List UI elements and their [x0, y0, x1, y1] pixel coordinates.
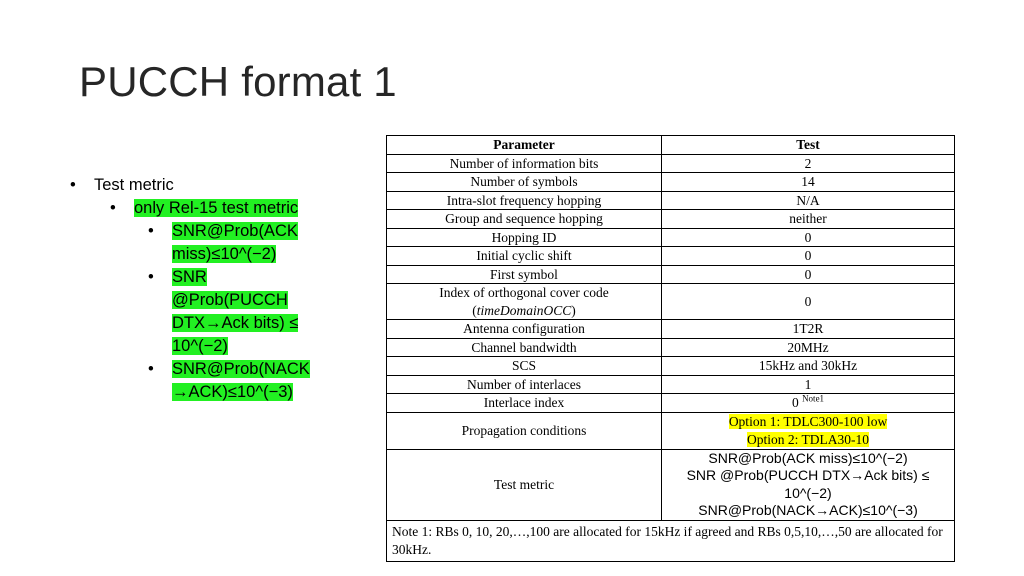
value-cell: 14: [662, 173, 955, 192]
bullet-list: [70, 174, 320, 404]
param-cell: Intra-slot frequency hopping: [387, 191, 662, 210]
metric-line: SNR@Prob(NACK→ACK)≤10^(−3): [698, 502, 918, 518]
value-cell: 0: [662, 284, 955, 320]
table-row-interlace: [387, 394, 955, 413]
param-cell: First symbol: [387, 265, 662, 284]
bullet-rel15: [110, 197, 320, 220]
value-cell: neither: [662, 210, 955, 229]
value-cell: [662, 394, 955, 413]
param-cell: Channel bandwidth: [387, 338, 662, 357]
value-cell: 2: [662, 154, 955, 173]
highlighted-text: SNR@Prob(ACK miss)≤10^(−2): [172, 222, 298, 263]
table-row: [387, 154, 955, 173]
propagation-option-2: Option 2: TDLA30-10: [747, 431, 869, 447]
param-cell: Initial cyclic shift: [387, 247, 662, 266]
interlace-value: 0: [791, 395, 799, 410]
header-test: Test: [662, 136, 955, 155]
value-cell: 0: [662, 265, 955, 284]
param-cell: Propagation conditions: [387, 412, 662, 449]
occ-label: Index of orthogonal cover code: [439, 285, 609, 300]
table-row-metric: [387, 449, 955, 520]
value-cell: 20MHz: [662, 338, 955, 357]
table-row: [387, 191, 955, 210]
param-cell: Index of orthogonal cover code (timeDomainOCC): [387, 284, 662, 320]
highlighted-text: only Rel-15 test metric: [134, 199, 299, 217]
metric-line: SNR@Prob(ACK miss)≤10^(−2): [708, 449, 908, 466]
table-row: [387, 375, 955, 394]
header-parameter: Parameter: [387, 136, 662, 155]
value-cell: [662, 449, 955, 520]
bullet-nack: [148, 358, 312, 404]
table-row: [387, 247, 955, 266]
bullet-ack-miss: [148, 220, 312, 266]
value-cell: 0: [662, 247, 955, 266]
param-cell: Number of information bits: [387, 154, 662, 173]
param-cell: Test metric: [387, 449, 662, 520]
param-cell: SCS: [387, 357, 662, 376]
propagation-option-1: Option 1: TDLC300-100 low: [728, 414, 888, 429]
param-cell: Interlace index: [387, 394, 662, 413]
note-cell: Note 1: RBs 0, 10, 20,…,100 are allocated for 15kHz if agreed and RBs 0,5,10,…,50 are allocated for 30kHz.: [387, 520, 955, 561]
metric-line: SNR @Prob(PUCCH DTX→Ack bits) ≤: [686, 467, 930, 483]
occ-italic: timeDomainOCC: [476, 302, 572, 318]
table-row: [387, 320, 955, 339]
value-cell: 1T2R: [662, 320, 955, 339]
table-row: [387, 228, 955, 247]
table-row: [387, 338, 955, 357]
note-superscript: Note1: [802, 393, 825, 404]
table-row-propagation: [387, 412, 955, 449]
value-cell: 1: [662, 375, 955, 394]
bullet-test-metric: [70, 174, 320, 197]
value-cell: N/A: [662, 191, 955, 210]
metric-line: 10^(−2): [784, 484, 832, 501]
param-cell: Number of symbols: [387, 173, 662, 192]
table-header-row: [387, 136, 955, 155]
param-cell: Antenna configuration: [387, 320, 662, 339]
table-row: [387, 173, 955, 192]
bullet-text: Test metric: [94, 176, 174, 194]
parameter-table: [386, 135, 955, 562]
slide-title: PUCCH format 1: [79, 58, 397, 105]
table-row: [387, 357, 955, 376]
bullet-dtx: [148, 266, 312, 358]
param-cell: Group and sequence hopping: [387, 210, 662, 229]
value-cell: [662, 412, 955, 449]
highlighted-text: SNR @Prob(PUCCH DTX→Ack bits) ≤ 10^(−2): [172, 268, 299, 355]
param-cell: Number of interlaces: [387, 375, 662, 394]
highlighted-text: SNR@Prob(NACK →ACK)≤10^(−3): [172, 360, 310, 401]
value-cell: 0: [662, 228, 955, 247]
value-cell: 15kHz and 30kHz: [662, 357, 955, 376]
param-cell: Hopping ID: [387, 228, 662, 247]
table-row-occ: [387, 284, 955, 320]
table-row: [387, 265, 955, 284]
table-row: [387, 210, 955, 229]
table-row-note: [387, 520, 955, 561]
